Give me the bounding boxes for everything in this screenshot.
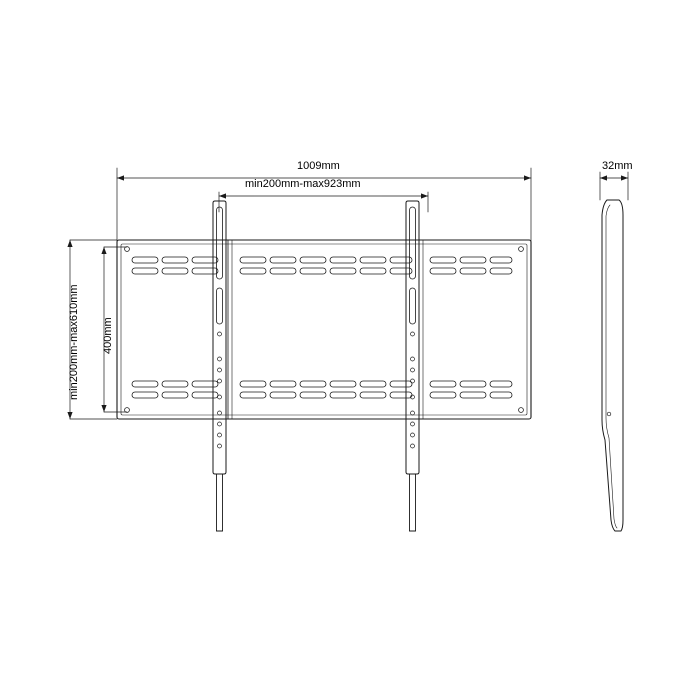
dimension-mounting-height-range: min200mm-max610mm bbox=[68, 284, 80, 400]
vertical-rail-right bbox=[406, 201, 419, 531]
vertical-rail-left bbox=[213, 201, 226, 531]
front-view-geometry bbox=[117, 201, 531, 531]
slot-group-upper-left bbox=[132, 257, 218, 274]
slot-group-lower-center bbox=[240, 381, 412, 398]
slot-group-lower-right bbox=[430, 381, 512, 398]
dimension-plate-height: 400mm bbox=[102, 317, 114, 354]
dimension-depth: 32mm bbox=[602, 160, 633, 172]
slot-group-upper-center bbox=[240, 257, 412, 274]
dimension-mounting-width-range: min200mm-max923mm bbox=[245, 178, 361, 190]
side-view-geometry bbox=[602, 200, 623, 531]
slot-group-upper-right bbox=[430, 257, 512, 274]
slot-group-lower-left bbox=[132, 381, 218, 398]
dimension-overall-width: 1009mm bbox=[297, 160, 340, 172]
